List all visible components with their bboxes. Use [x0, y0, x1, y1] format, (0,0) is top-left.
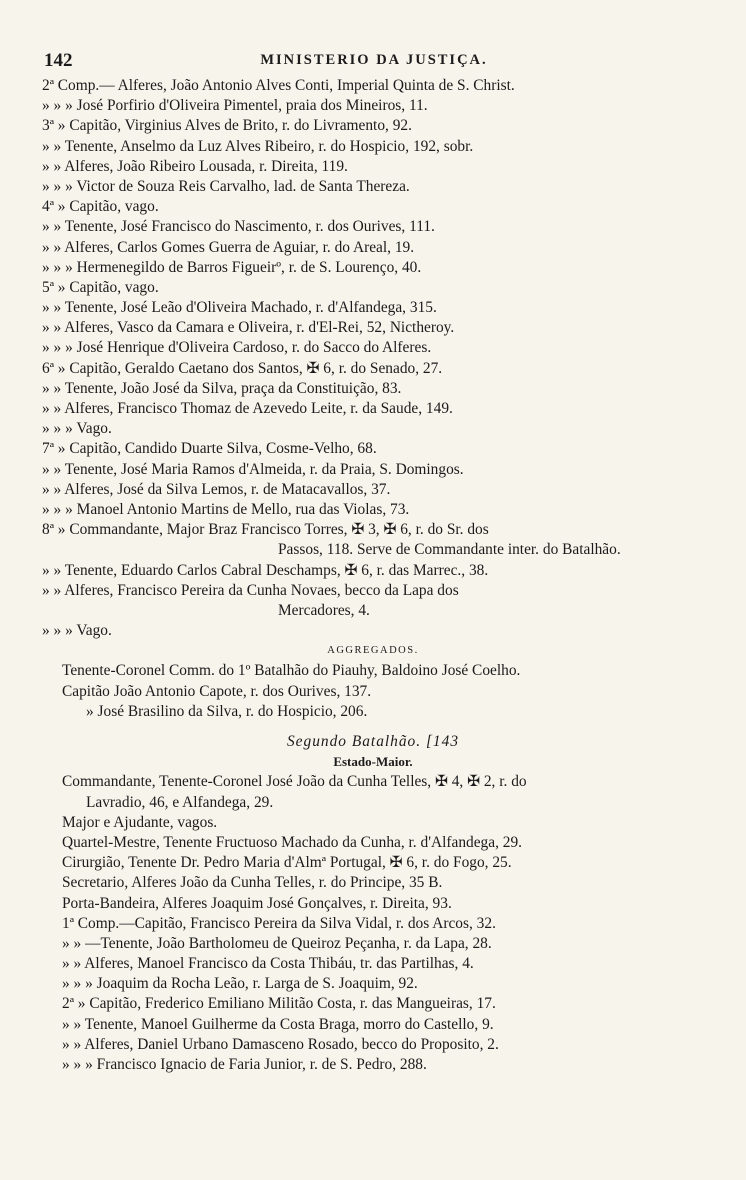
section-heading: AGGREGADOS. — [327, 645, 419, 657]
text-line: » » Tenente, José Leão d'Oliveira Machado, r. d'Alfandega, 315. — [42, 299, 437, 317]
text-line: » » » Hermenegildo de Barros Figueirº, r. de S. Lourenço, 40. — [42, 258, 422, 276]
text-line: Major e Ajudante, vagos. — [62, 813, 218, 831]
text-line: 2ª Comp.— Alferes, João Antonio Alves Conti, Imperial Quinta de S. Christ. — [42, 77, 515, 94]
text-line: Lavradio, 46, e Alfandega, 29. — [86, 793, 274, 811]
text-line: » » » Francisco Ignacio de Faria Junior, r. de S. Pedro, 288. — [62, 1056, 427, 1073]
text-line: 5ª » Capitão, vago. — [42, 278, 159, 296]
text-body — [0, 76, 746, 1075]
text-line: » » Tenente, João José da Silva, praça da Constituição, 83. — [42, 379, 402, 397]
text-line: » » Alferes, Manoel Francisco da Costa Thibáu, tr. das Partilhas, 4. — [62, 955, 474, 973]
section-heading: Segundo Batalhão. [143 — [286, 733, 460, 750]
text-line: Capitão João Antonio Capote, r. dos Ourives, 137. — [62, 682, 372, 700]
text-line: » » Tenente, José Francisco do Nascimento, r. dos Ourives, 111. — [42, 218, 435, 236]
running-title: MINISTERIO DA JUSTIÇA. — [260, 52, 488, 68]
text-line: » » » José Henrique d'Oliveira Cardoso, r. do Sacco do Alferes. — [42, 339, 432, 357]
text-line: Tenente-Coronel Comm. do 1º Batalhão do Piauhy, Baldoino José Coelho. — [62, 662, 521, 680]
text-line: 7ª » Capitão, Candido Duarte Silva, Cosme-Velho, 68. — [42, 440, 377, 458]
text-line: » » —Tenente, João Bartholomeu de Queiroz Peçanha, r. da Lapa, 28. — [62, 934, 492, 952]
text-line: » » Alferes, José da Silva Lemos, r. de Matacavallos, 37. — [42, 480, 391, 498]
text-line: » » Alferes, Francisco Pereira da Cunha Novaes, becco da Lapa dos — [42, 581, 459, 599]
text-line: » » » Victor de Souza Reis Carvalho, lad. de Santa Thereza. — [42, 177, 410, 195]
page-number: 142 — [44, 50, 73, 71]
page-header — [44, 50, 704, 74]
text-line: » » Tenente, Anselmo da Luz Alves Ribeiro, r. do Hospicio, 192, sobr. — [42, 137, 474, 155]
text-line: Quartel-Mestre, Tenente Fructuoso Machado da Cunha, r. d'Alfandega, 29. — [62, 833, 523, 851]
text-line: » » » Vago. — [42, 622, 112, 640]
text-line: » » » Manoel Antonio Martins de Mello, rua das Violas, 73. — [42, 500, 410, 518]
text-line: » » Alferes, Vasco da Camara e Oliveira, r. d'El-Rei, 52, Nictheroy. — [42, 319, 455, 337]
text-line: » » » Joaquim da Rocha Leão, r. Larga de S. Joaquim, 92. — [62, 975, 418, 993]
text-line: » » Alferes, Carlos Gomes Guerra de Aguiar, r. do Areal, 19. — [42, 238, 415, 256]
text-line: » » Tenente, Manoel Guilherme da Costa Braga, morro do Castello, 9. — [62, 1015, 494, 1033]
text-line: » » Tenente, José Maria Ramos d'Almeida, r. da Praia, S. Domingos. — [42, 460, 464, 478]
text-line: 2ª » Capitão, Frederico Emiliano Militão Costa, r. das Mangueiras, 17. — [62, 995, 496, 1013]
text-line: » » Alferes, Francisco Thomaz de Azevedo Leite, r. da Saude, 149. — [42, 400, 453, 417]
subsection-heading: Estado-Maior. — [333, 754, 413, 770]
text-line: Mercadores, 4. — [278, 601, 370, 619]
text-line: Cirurgião, Tenente Dr. Pedro Maria d'Almª Portugal, ✠ 6, r. do Fogo, 25. — [62, 854, 512, 872]
text-line: 1ª Comp.—Capitão, Francisco Pereira da Silva Vidal, r. dos Arcos, 32. — [62, 914, 496, 932]
text-line: » » Alferes, João Ribeiro Lousada, r. Direita, 119. — [42, 157, 348, 175]
text-line: Porta-Bandeira, Alferes Joaquim José Gonçalves, r. Direita, 93. — [62, 894, 452, 912]
text-line: Secretario, Alferes João da Cunha Telles, r. do Principe, 35 B. — [62, 874, 443, 892]
text-line: 3ª » Capitão, Virginius Alves de Brito, r. do Livramento, 92. — [42, 117, 412, 135]
text-line: » » » José Porfirio d'Oliveira Pimentel, praia dos Mineiros, 11. — [42, 97, 428, 115]
text-line: » José Brasilino da Silva, r. do Hospicio, 206. — [86, 702, 368, 720]
text-line: » » Alferes, Daniel Urbano Damasceno Rosado, becco do Proposito, 2. — [62, 1035, 499, 1053]
text-line: » » » Vago. — [42, 420, 112, 438]
text-line: 4ª » Capitão, vago. — [42, 198, 159, 216]
text-line: Commandante, Tenente-Coronel José João da Cunha Telles, ✠ 4, ✠ 2, r. do — [62, 773, 527, 791]
text-line: 8ª » Commandante, Major Braz Francisco Torres, ✠ 3, ✠ 6, r. do Sr. dos — [42, 521, 489, 539]
text-line: Passos, 118. Serve de Commandante inter. do Batalhão. — [278, 541, 621, 559]
text-line: » » Tenente, Eduardo Carlos Cabral Deschamps, ✠ 6, r. das Marrec., 38. — [42, 561, 489, 579]
text-line: 6ª » Capitão, Geraldo Caetano dos Santos, ✠ 6, r. do Senado, 27. — [42, 359, 443, 377]
